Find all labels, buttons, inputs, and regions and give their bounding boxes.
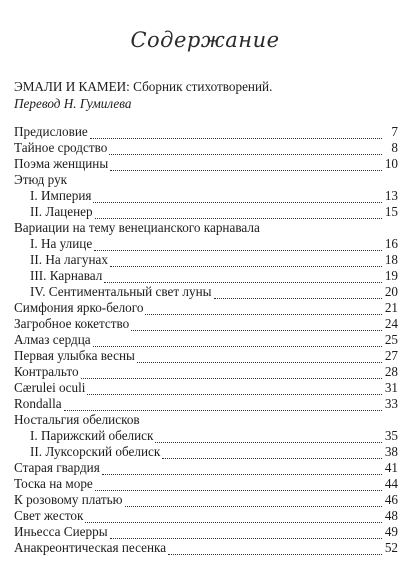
toc-entry — [14, 540, 398, 556]
dot-leader — [109, 142, 382, 155]
toc-entry — [14, 476, 398, 492]
toc-entry-page: 8 — [391, 140, 398, 155]
dot-leader — [137, 350, 382, 363]
toc-entry-page: 16 — [384, 236, 398, 251]
dot-leader — [168, 542, 382, 555]
dot-leader — [87, 382, 382, 395]
toc-entry — [14, 380, 398, 396]
toc-entry-title: I. На улице — [14, 236, 94, 252]
toc-entry-page: 21 — [384, 300, 398, 315]
toc-entry — [14, 364, 398, 380]
toc-entry — [14, 124, 398, 140]
toc-entry-page: 15 — [384, 204, 398, 219]
toc-subentry — [14, 268, 398, 284]
toc-entry-title: Анакреонтическая песенка — [14, 540, 167, 555]
dot-leader — [110, 254, 382, 267]
toc-entry — [14, 492, 398, 508]
toc-entry-title: II. Луксорский обелиск — [14, 444, 162, 460]
toc-entry-title: Первая улыбка весны — [14, 348, 135, 363]
toc-entry — [14, 508, 398, 524]
toc-entry-page: 28 — [384, 364, 398, 379]
toc-entry-page: 49 — [384, 524, 398, 539]
toc-subentry — [14, 252, 398, 268]
toc-entry — [14, 300, 398, 316]
toc-entry-title: IV. Сентиментальный свет луны — [14, 284, 214, 300]
toc-entry-title: Cærulei oculi — [14, 380, 86, 395]
toc-subentry — [14, 188, 398, 204]
toc-entry — [14, 524, 398, 540]
dot-leader — [95, 206, 382, 219]
dot-leader — [214, 286, 382, 299]
toc-entry-title: Старая гвардия — [14, 460, 100, 475]
dot-leader — [110, 158, 382, 171]
dot-leader — [64, 398, 382, 411]
toc-entry-page: 52 — [384, 540, 398, 555]
toc-entry-page: 38 — [384, 444, 398, 459]
dot-leader — [93, 334, 382, 347]
toc-entry-title: К розовому платью — [14, 492, 123, 507]
toc-entry — [14, 460, 398, 476]
toc-entry — [14, 332, 398, 348]
dot-leader — [125, 494, 383, 507]
toc-entry-title: Иньесса Сиерры — [14, 524, 108, 539]
toc-entry — [14, 316, 398, 332]
translator-credit: Перевод Н. Гумилева — [14, 96, 132, 111]
toc-entry-page: 7 — [391, 124, 398, 139]
toc-entry — [14, 348, 398, 364]
dot-leader — [110, 526, 382, 539]
dot-leader — [162, 446, 382, 459]
toc-subentry — [14, 284, 398, 300]
toc-entry — [14, 156, 398, 172]
toc-entry — [14, 140, 398, 156]
dot-leader — [93, 190, 382, 203]
toc-entry-title: Загробное кокетство — [14, 316, 130, 331]
toc-entry-page: 48 — [384, 508, 398, 523]
toc-entry-page: 19 — [384, 268, 398, 283]
toc-entry-page: 20 — [384, 284, 398, 299]
toc-entry-title: Поэма женщины — [14, 156, 109, 171]
dot-leader — [90, 126, 382, 139]
dot-leader — [102, 462, 382, 475]
toc-entry-title: I. Империя — [14, 188, 93, 204]
toc-entry-page: 18 — [384, 252, 398, 267]
dot-leader — [145, 302, 382, 315]
table-of-contents — [14, 124, 398, 556]
page-heading: Содержание — [130, 28, 280, 52]
toc-entry-title: Алмаз сердца — [14, 332, 91, 347]
toc-entry-title: Контральто — [14, 364, 79, 379]
toc-section-heading — [14, 172, 398, 188]
toc-entry-page: 10 — [384, 156, 398, 171]
toc-subentry — [14, 444, 398, 460]
toc-entry-page: 41 — [384, 460, 398, 475]
toc-entry-page: 31 — [384, 380, 398, 395]
toc-entry-title: III. Карнавал — [14, 268, 104, 284]
toc-entry-page: 13 — [384, 188, 398, 203]
toc-entry-page: 33 — [384, 396, 398, 411]
toc-entry — [14, 396, 398, 412]
toc-entry-page: 46 — [384, 492, 398, 507]
toc-entry-title: I. Парижский обелиск — [14, 428, 155, 444]
toc-entry-title: Rondalla — [14, 396, 62, 411]
book-title: ЭМАЛИ И КАМЕИ: Сборник стихотворений. — [14, 79, 273, 94]
toc-entry-title: Этюд рук — [14, 172, 68, 187]
dot-leader — [81, 366, 382, 379]
toc-entry-page: 25 — [384, 332, 398, 347]
dot-leader — [85, 510, 382, 523]
toc-subentry — [14, 236, 398, 252]
toc-entry-page: 44 — [384, 476, 398, 491]
toc-entry-page: 27 — [384, 348, 398, 363]
toc-entry-title: Предисловие — [14, 124, 88, 139]
dot-leader — [131, 318, 382, 331]
dot-leader — [155, 430, 382, 443]
dot-leader — [95, 478, 382, 491]
toc-entry-title: Симфония ярко-белого — [14, 300, 144, 315]
toc-entry-title: Вариации на тему венецианского карнавала — [14, 220, 260, 235]
toc-subentry — [14, 428, 398, 444]
toc-entry-title: Ностальгия обелисков — [14, 412, 140, 427]
dot-leader — [104, 270, 382, 283]
toc-entry-page: 24 — [384, 316, 398, 331]
dot-leader — [94, 238, 382, 251]
toc-entry-title: Тоска на море — [14, 476, 93, 491]
toc-subentry — [14, 204, 398, 220]
toc-entry-page: 35 — [384, 428, 398, 443]
toc-entry-title: Тайное сродство — [14, 140, 108, 155]
toc-entry-title: II. На лагунах — [14, 252, 110, 268]
toc-section-heading — [14, 220, 398, 236]
toc-entry-title: II. Лаценер — [14, 204, 95, 220]
toc-entry-title: Свет жесток — [14, 508, 84, 523]
toc-section-heading — [14, 412, 398, 428]
